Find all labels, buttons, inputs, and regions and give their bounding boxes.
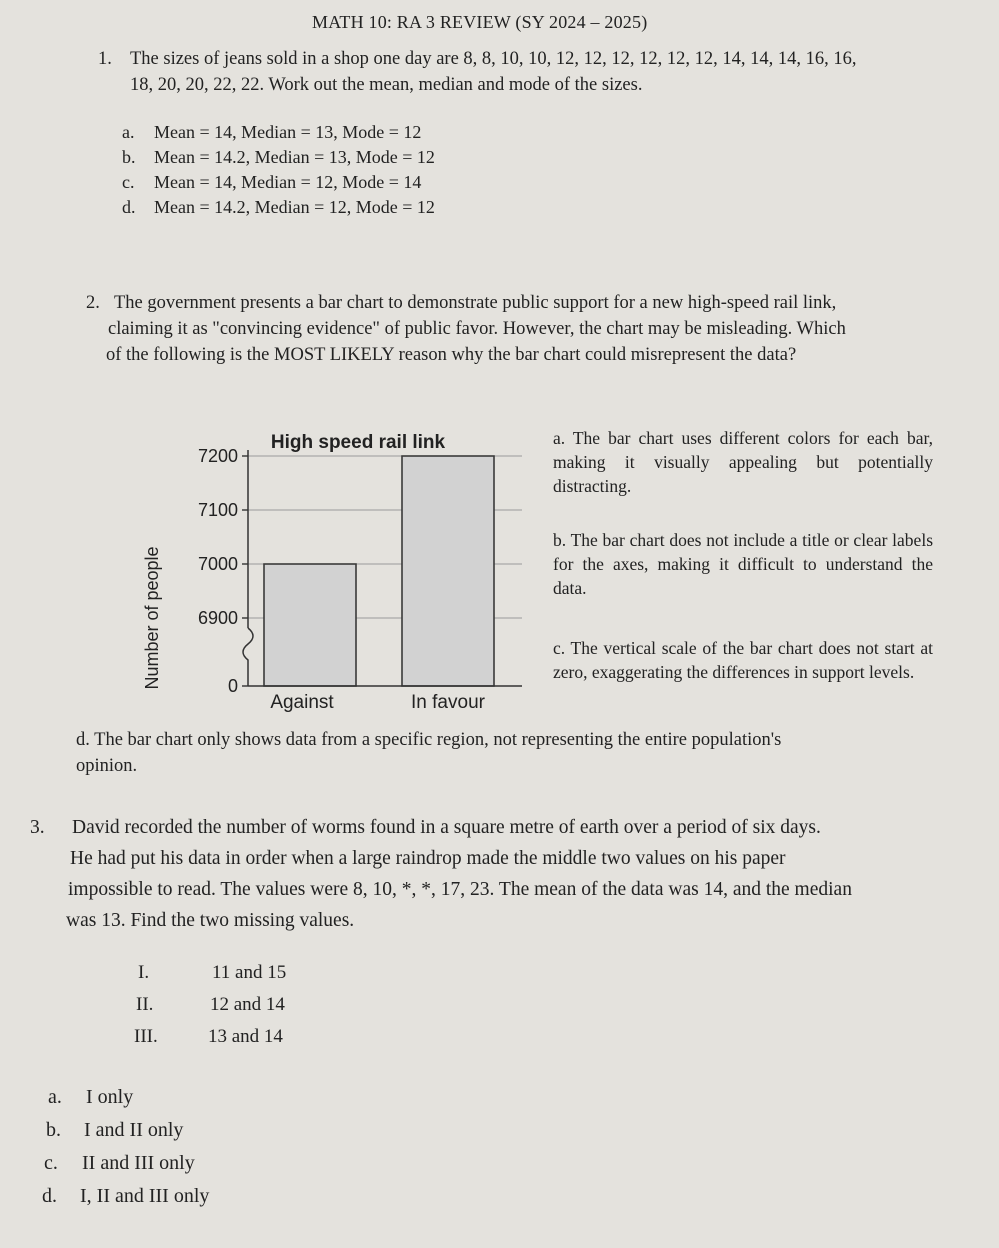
question-2-number: 2. [86,293,100,313]
q3-option-letter: a. [48,1086,62,1108]
q1-option-letter: a. [122,122,135,142]
q3-statement-text: 11 and 15 [212,962,287,983]
y-tick-label: 0 [227,676,238,696]
question-3-text-line1: David recorded the number of worms found in a square metre of earth over a period of six days. [72,817,821,838]
q3-statement-text: 13 and 14 [208,1026,283,1047]
question-1-text-line1: The sizes of jeans sold in a shop one day are 8, 8, 10, 10, 12, 12, 12, 12, 12, 12, 14, 14, 14, 16, 16, [130,49,857,69]
page-title: MATH 10: RA 3 REVIEW (SY 2024 – 2025) [312,12,648,32]
axis-break [243,628,253,686]
q3-option-b[interactable] [46,1119,183,1142]
bar-chart-svg [130,418,540,723]
y-tick-label: 7000 [197,554,238,574]
q3-option-letter: c. [44,1152,58,1174]
q3-statement-2 [136,994,285,1016]
y-axis-label: Number of people [142,546,162,690]
q3-statement-numeral: III. [134,1026,158,1047]
x-category-label: In favour [411,692,485,713]
q1-option-text: Mean = 14.2, Median = 13, Mode = 12 [154,147,435,167]
chart-title: High speed rail link [270,432,446,453]
q1-option-b[interactable] [122,147,435,168]
q1-option-d[interactable] [122,197,435,218]
y-tick-label: 7200 [197,446,238,466]
question-2-text-line2: claiming it as "convincing evidence" of public favor. However, the chart may be misleading. Which [108,319,846,339]
q3-option-text: I, II and III only [80,1185,210,1207]
q3-statement-numeral: II. [136,994,154,1015]
q3-statement-numeral: I. [138,962,150,983]
q3-option-text: I and II only [84,1119,184,1141]
q3-option-letter: d. [42,1185,57,1207]
question-3-text-line3: impossible to read. The values were 8, 10, *, *, 17, 23. The mean of the data was 14, and the median [68,879,852,900]
y-tick-label: 6900 [197,608,238,628]
q1-option-text: Mean = 14, Median = 12, Mode = 14 [154,172,422,192]
bar-against [264,564,356,686]
q3-option-text: I only [86,1086,134,1108]
bar-in-favour [402,456,494,686]
q3-option-a[interactable] [48,1086,133,1109]
q1-option-text: Mean = 14, Median = 13, Mode = 12 [154,122,422,142]
q2-option-b[interactable]: b. The bar chart does not include a title or clear labels for the axes, making it difficult to understand the data. [553,530,933,598]
question-2-text-line3: of the following is the MOST LIKELY reason why the bar chart could misrepresent the data? [106,345,797,365]
q1-option-letter: d. [122,197,136,217]
q3-statement-1 [138,962,286,984]
q1-option-c[interactable] [122,172,421,193]
bars [264,456,494,686]
question-3-text-line2: He had put his data in order when a large raindrop made the middle two values on his paper [70,848,786,869]
y-tick-label: 7100 [197,500,238,520]
bar-chart [130,418,540,723]
q3-option-letter: b. [46,1119,61,1141]
q3-option-text: II and III only [82,1152,195,1174]
q1-option-letter: b. [122,147,136,167]
q2-option-d[interactable] [76,727,976,779]
question-2-text-line1: The government presents a bar chart to demonstrate public support for a new high-speed rail link, [114,293,837,313]
q3-statement-3 [134,1026,283,1048]
q2-option-c[interactable]: c. The vertical scale of the bar chart does not start at zero, exaggerating the differences in support levels. [553,638,933,682]
q2-option-d-line2: opinion. [76,756,138,776]
q2-option-d-line1: d. The bar chart only shows data from a specific region, not representing the entire population's [76,730,782,750]
x-categories [270,692,485,713]
q3-option-c[interactable] [44,1152,195,1175]
q3-option-d[interactable] [42,1185,209,1208]
q3-statement-text: 12 and 14 [210,994,285,1015]
question-1-text-line2: 18, 20, 20, 22, 22. Work out the mean, median and mode of the sizes. [130,75,643,95]
q1-option-text: Mean = 14.2, Median = 12, Mode = 12 [154,197,435,217]
y-ticks [198,446,248,696]
question-3-number: 3. [30,817,45,838]
x-category-label: Against [270,692,334,713]
question-3-text-line4: was 13. Find the two missing values. [66,910,355,931]
q1-option-letter: c. [122,172,135,192]
q2-option-a[interactable]: a. The bar chart uses different colors for each bar, making it visually appealing but potentially distracting. [553,428,933,496]
question-1-number: 1. [98,49,112,69]
q1-option-a[interactable] [122,122,421,143]
